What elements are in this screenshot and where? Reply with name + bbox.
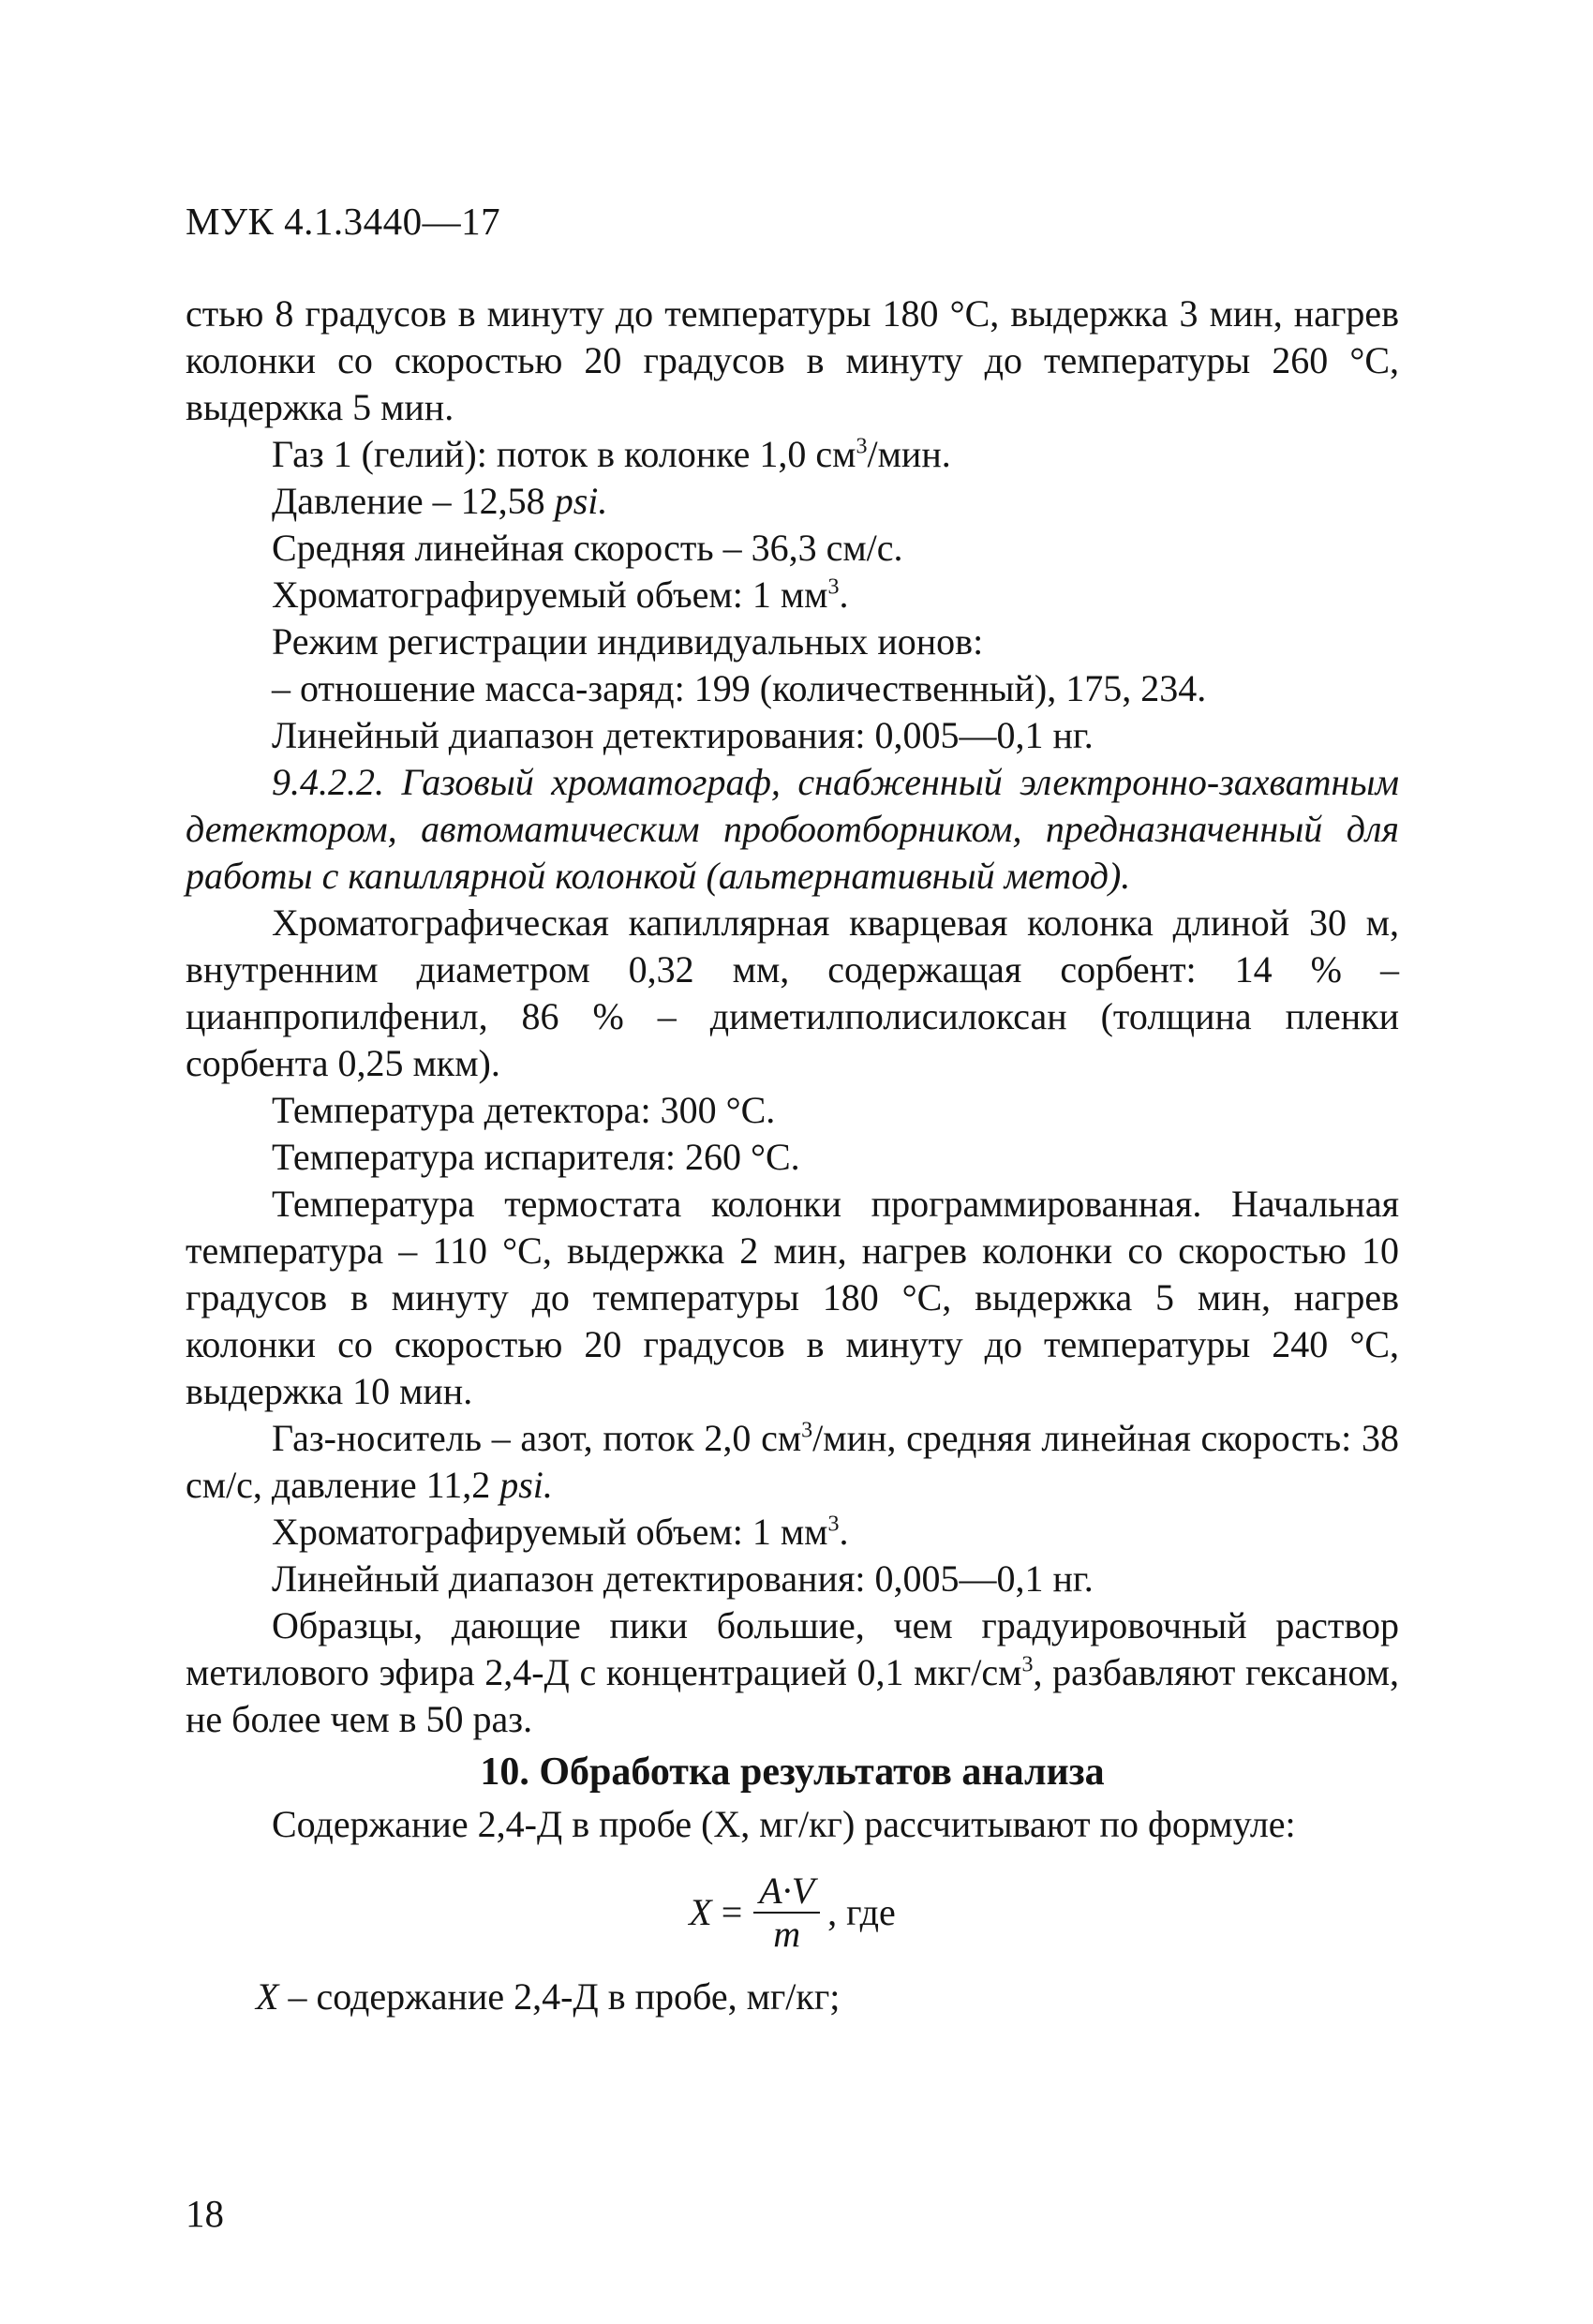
variable-definition xyxy=(186,1974,1399,2020)
document-code-header: МУК 4.1.3440—17 xyxy=(186,200,501,243)
formula-tail: , где xyxy=(827,1891,896,1933)
formula-denominator: m xyxy=(773,1913,801,1955)
volume-text: Хроматографируемый объем: 1 мм xyxy=(272,1511,828,1553)
paragraph-gas xyxy=(186,431,1399,478)
document-body xyxy=(186,290,1399,2020)
paragraph-linear-speed: Средняя линейная скорость – 36,3 см/с. xyxy=(272,527,903,569)
superscript: 3 xyxy=(856,434,868,459)
paragraph-detection-range: Линейный диапазон детектирования: 0,005—0,1 нг. xyxy=(272,714,1094,756)
definition-variable: X xyxy=(256,1975,279,2018)
dilution-text-end: , разбавляют гексаном, не более чем в 50 раз. xyxy=(186,1651,1399,1740)
paragraph-evaporator-temp: Температура испарителя: 260 °С. xyxy=(272,1136,800,1178)
definition-text: – содержание 2,4-Д в пробе, мг/кг; xyxy=(278,1975,841,2018)
paragraph-column: Хроматографическая капиллярная кварцевая колонка длиной 30 м, внутренним диаметром 0,32 мм, содержащая сорбент: 14 % – цианпропилфенил, 86 % – диметилполисилоксан (толщина пленки сорбента 0,25 мкм). xyxy=(186,901,1399,1084)
gas-flow-text: Газ 1 (гелий): поток в колонке 1,0 см xyxy=(272,433,856,475)
superscript: 3 xyxy=(827,574,840,600)
paragraph-thermostat: Температура термостата колонки программированная. Начальная температура – 110 °С, выдержка 2 мин, нагрев колонки со скоростью 10 градусов в минуту до температуры 180 °С, выдержка 5 мин, нагрев колонки со скоростью 20 градусов в минуту до температуры 240 °С, выдержка 10 мин. xyxy=(186,1183,1399,1412)
formula-equals: = xyxy=(721,1891,743,1933)
paragraph-pressure xyxy=(186,478,1399,525)
carrier-pressure-unit: psi. xyxy=(499,1464,553,1506)
section-title: 10. Обработка результатов анализа xyxy=(480,1750,1105,1794)
paragraph-dilution xyxy=(186,1602,1399,1743)
carrier-gas-text: Газ-носитель – азот, поток 2,0 см xyxy=(272,1417,802,1459)
formula-lhs: X xyxy=(689,1891,712,1933)
page-number: 18 xyxy=(186,2192,224,2235)
formula-numerator: A·V xyxy=(759,1870,815,1912)
superscript: 3 xyxy=(827,1512,840,1537)
paragraph-injection-volume-2 xyxy=(186,1509,1399,1556)
paragraph-injection-volume xyxy=(186,572,1399,618)
formula xyxy=(186,1861,1399,1964)
paragraph-subsection-9-4-2-2: 9.4.2.2. Газовый хроматограф, снабженный электронно-захватным детектором, автоматическим пробоотборником, предназначенный для работы с капиллярной колонкой (альтернативный метод). xyxy=(186,761,1399,897)
paragraph-carrier-gas xyxy=(186,1415,1399,1509)
volume-end: . xyxy=(839,1511,849,1553)
paragraph-detection-range-2: Линейный диапазон детектирования: 0,005—0,1 нг. xyxy=(272,1557,1094,1600)
pressure-text: Давление – 12,58 xyxy=(272,480,555,522)
paragraph-ion-mode: Режим регистрации индивидуальных ионов: xyxy=(272,620,984,663)
superscript: 3 xyxy=(801,1418,813,1443)
volume-end: . xyxy=(839,574,849,616)
section-intro: Содержание 2,4-Д в пробе (X, мг/кг) рассчитывают по формуле: xyxy=(272,1803,1296,1845)
paragraph-mass-charge: – отношение масса-заряд: 199 (количественный), 175, 234. xyxy=(272,667,1207,709)
carrier-gas-text-cont: /мин, средняя линейная скорость: 38 см/с, давление 11,2 xyxy=(186,1417,1399,1506)
dilution-text: Образцы, дающие пики большие, чем градуировочный раствор метилового эфира 2,4-Д с концентрацией 0,1 мкг/см xyxy=(186,1604,1399,1693)
volume-text: Хроматографируемый объем: 1 мм xyxy=(272,574,828,616)
formula-fraction xyxy=(753,1870,820,1955)
pressure-unit: psi. xyxy=(554,480,608,522)
paragraph-detector-temp: Температура детектора: 300 °С. xyxy=(272,1089,776,1131)
gas-flow-unit: /мин. xyxy=(867,433,951,475)
superscript: 3 xyxy=(1021,1652,1034,1677)
paragraph-continuation: стью 8 градусов в минуту до температуры 180 °С, выдержка 3 мин, нагрев колонки со скоростью 20 градусов в минуту до температуры 260 °С, выдержка 5 мин. xyxy=(186,292,1399,428)
